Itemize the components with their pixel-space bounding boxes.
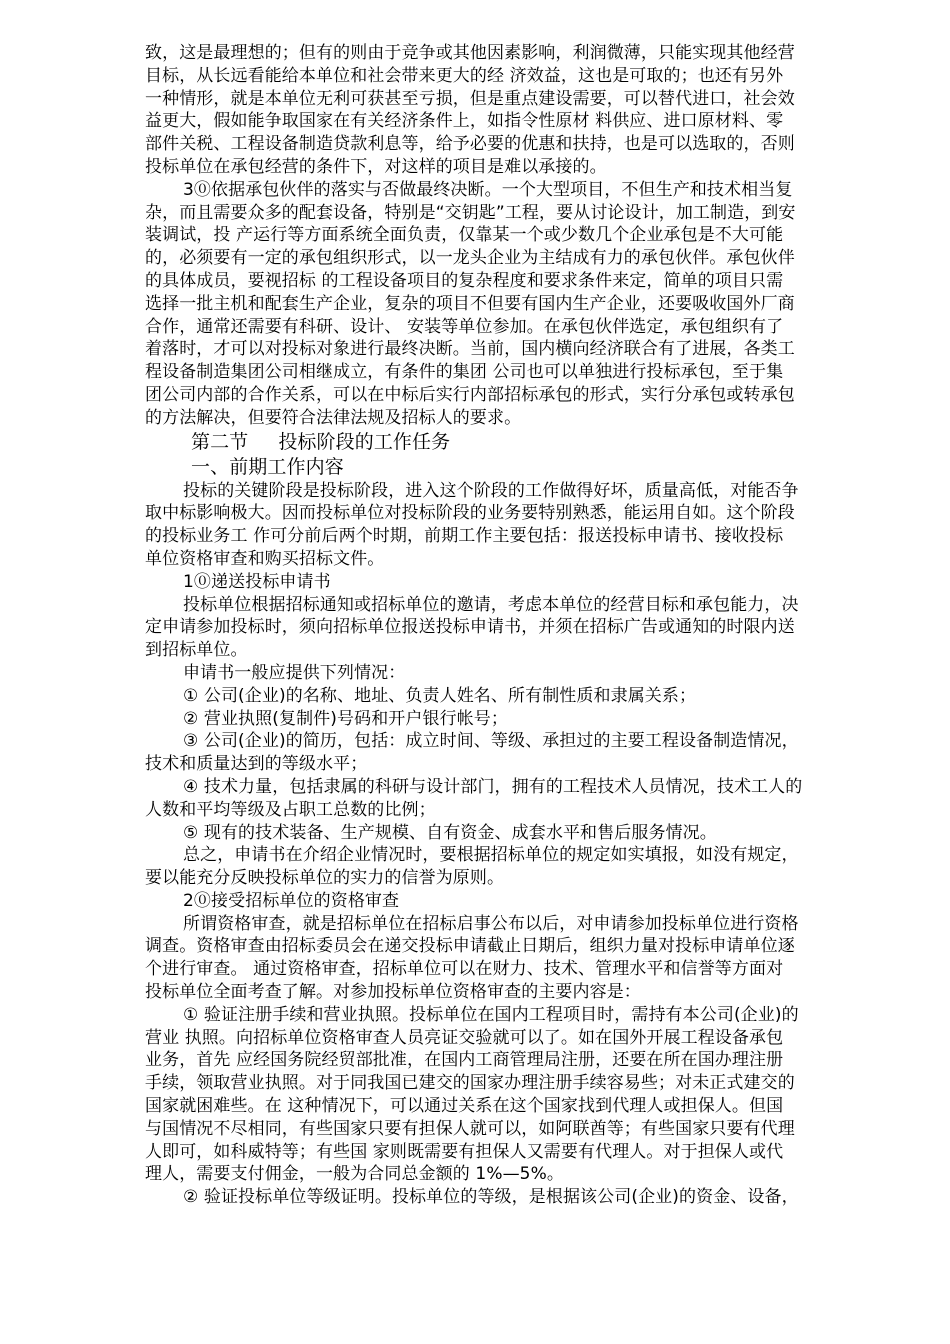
paragraph-summary — [145, 844, 875, 890]
text-line: 目标，从长远看能给本单位和社会带来更大的经 济效益，这也是可取的；也还有另外 — [145, 65, 784, 86]
subsection-heading: 一、前期工作内容 — [191, 455, 344, 478]
paragraph-qualification — [145, 913, 875, 1004]
text-line: 投标单位根据招标通知或招标单位的邀请，考虑本单位的经营目标和承包能力，决 — [183, 594, 799, 615]
text-line: 理人，需要支付佣金，一般为合同总金额的 1%—5%。 — [145, 1164, 564, 1185]
paragraph-verify-registration — [145, 1004, 875, 1186]
list-item: ② 营业执照(复制件)号码和开户银行帐号； — [183, 708, 509, 729]
text-line: 所谓资格审查，就是招标单位在招标启事公布以后，对申请参加投标单位进行资格 — [183, 913, 799, 934]
text-line: 手续，领取营业执照。对于同我国已建交的国家办理注册手续容易些；对未正式建交的 — [145, 1073, 795, 1094]
application-contents-list — [145, 685, 875, 845]
text-line: 投标单位在承包经营的条件下，对这样的项目是难以承接的。 — [145, 156, 607, 177]
text-line: 营业 执照。向招标单位资格审查人员亮证交验就可以了。如在国外开展工程设备承包 — [145, 1027, 784, 1048]
text-line: 的具体成员，要视招标 的工程设备项目的复杂程度和要求条件来定，简单的项目只需 — [145, 270, 784, 291]
section-heading — [145, 430, 875, 455]
text-line: 国家就困难些。在 这种情况下，可以通过关系在这个国家找到代理人或担保人。但国 — [145, 1096, 784, 1117]
text-line: 的投标业务工 作可分前后两个时期，前期工作主要包括：报送投标申请书、接收投标 — [145, 526, 784, 547]
section-title: 投标阶段的工作任务 — [278, 430, 451, 453]
paragraph-verify-grade — [145, 1186, 875, 1209]
text-line: 个进行审查。 通过资格审查，招标单位可以在财力、技术、管理水平和信誉等方面对 — [145, 959, 784, 980]
text-line: 的，必须要有一定的承包组织形式，以一龙头企业为主结成有力的承包伙伴。承包伙伴 — [145, 248, 795, 269]
text-line: 团公司内部的合作关系，可以在中标后实行内部招标承包的形式，实行分承包或转承包 — [145, 384, 795, 405]
text-line: 总之，申请书在介绍企业情况时，要根据招标单位的规定如实填报，如没有规定， — [183, 845, 799, 866]
list-item-continued: 人数和平均等级及占职工总数的比例； — [145, 799, 436, 820]
document-page — [145, 42, 875, 1209]
section-number: 第二节 — [191, 430, 249, 453]
list-item: ⑤ 现有的技术装备、生产规模、自有资金、成套水平和售后服务情况。 — [183, 822, 717, 843]
paragraph-partner-decision — [145, 179, 875, 430]
item-heading-qualification: 2⓪接受招标单位的资格审查 — [183, 890, 400, 911]
text-line: 人即可，如科威特等；有些国 家则既需要有担保人又需要有代理人。对于担保人或代 — [145, 1141, 784, 1162]
list-item-continued: 技术和质量达到的等级水平； — [145, 754, 368, 775]
text-line: ② 验证投标单位等级证明。投标单位的等级，是根据该公司(企业)的资金、设备， — [183, 1187, 799, 1208]
text-line: 杂，而且需要众多的配套设备，特别是“交钥匙”工程，要从讨论设计，加工制造，到安 — [145, 202, 796, 223]
text-line: 致，这是最理想的；但有的则由于竞争或其他因素影响，利润微薄，只能实现其他经营 — [145, 43, 795, 63]
paragraph-apply — [145, 594, 875, 662]
text-line: 合作，通常还需要有科研、设计、 安装等单位参加。在承包伙伴选定，承包组织有了 — [145, 316, 784, 337]
text-line: 一种情形，就是本单位无利可获甚至亏损，但是重点建设需要，可以替代进口，社会效 — [145, 88, 795, 109]
text-line: 益更大，假如能争取国家在有关经济条件上，如指令性原材 料供应、进口原材料、零 — [145, 111, 784, 132]
text-line: 程设备制造集团公司相继成立，有条件的集团 公司也可以单独进行投标承包，至于集 — [145, 362, 784, 383]
text-line: 取中标影响极大。因而投标单位对投标阶段的业务要特别熟悉，能运用自如。这个阶段 — [145, 503, 795, 524]
list-item: ③ 公司(企业)的简历，包括：成立时间、等级、承担过的主要工程设备制造情况， — [183, 731, 799, 752]
text-line: 单位资格审查和购买招标文件。 — [145, 548, 385, 569]
text-line: 选择一批主机和配套生产企业，复杂的项目不但要有国内生产企业，还要吸收国外厂商 — [145, 293, 795, 314]
text-line: 定申请参加投标时，须向招标单位报送投标申请书，并须在招标广告或通知的时限内送 — [145, 617, 795, 638]
text-line: ① 验证注册手续和营业执照。投标单位在国内工程项目时，需持有本公司(企业)的 — [183, 1004, 799, 1025]
text-line: 调查。资格审查由招标委员会在递交投标申请截止日期后，组织力量对投标申请单位逐 — [145, 936, 795, 957]
text-line: 要以能充分反映投标单位的实力的信誉为原则。 — [145, 868, 505, 889]
item-heading-apply: 1⓪递送投标申请书 — [183, 571, 331, 592]
text-line: 业务，首先 应经国务院经贸部批准，在国内工商管理局注册，还要在所在国办理注册 — [145, 1050, 784, 1071]
paragraph-intro — [145, 42, 875, 179]
text-line: 与国情况不尽相同，有些国家只要有担保人就可以，如阿联酋等；有些国家只要有代理 — [145, 1118, 795, 1139]
text-line: 装调试，投 产运行等方面系统全面负责，仅靠某一个或少数几个企业承包是不大可能 — [145, 225, 784, 246]
list-item: ① 公司(企业)的名称、地址、负责人姓名、所有制性质和隶属关系； — [183, 685, 697, 706]
text-line: 部件关税、工程设备制造贷款利息等，给予必要的优惠和扶持，也是可以选取的，否则 — [145, 134, 795, 155]
text-line: 着落时，才可以对投标对象进行最终决断。当前，国内横向经济联合有了进展，各类工 — [145, 339, 795, 360]
paragraph-key-stage — [145, 480, 875, 571]
text-line: 到招标单位。 — [145, 640, 248, 661]
text-line: 的方法解决，但要符合法律法规及招标人的要求。 — [145, 407, 522, 428]
text-line: 申请书一般应提供下列情况： — [183, 662, 406, 683]
text-line: 投标单位全面考查了解。对参加投标单位资格审查的主要内容是： — [145, 982, 641, 1003]
list-item: ④ 技术力量，包括隶属的科研与设计部门，拥有的工程技术人员情况，技术工人的 — [183, 776, 803, 797]
text-line: 投标的关键阶段是投标阶段，进入这个阶段的工作做得好坏，质量高低，对能否争 — [183, 480, 799, 501]
text-line: 3⓪依据承包伙伴的落实与否做最终决断。一个大型项目，不但生产和技术相当复 — [183, 179, 793, 200]
